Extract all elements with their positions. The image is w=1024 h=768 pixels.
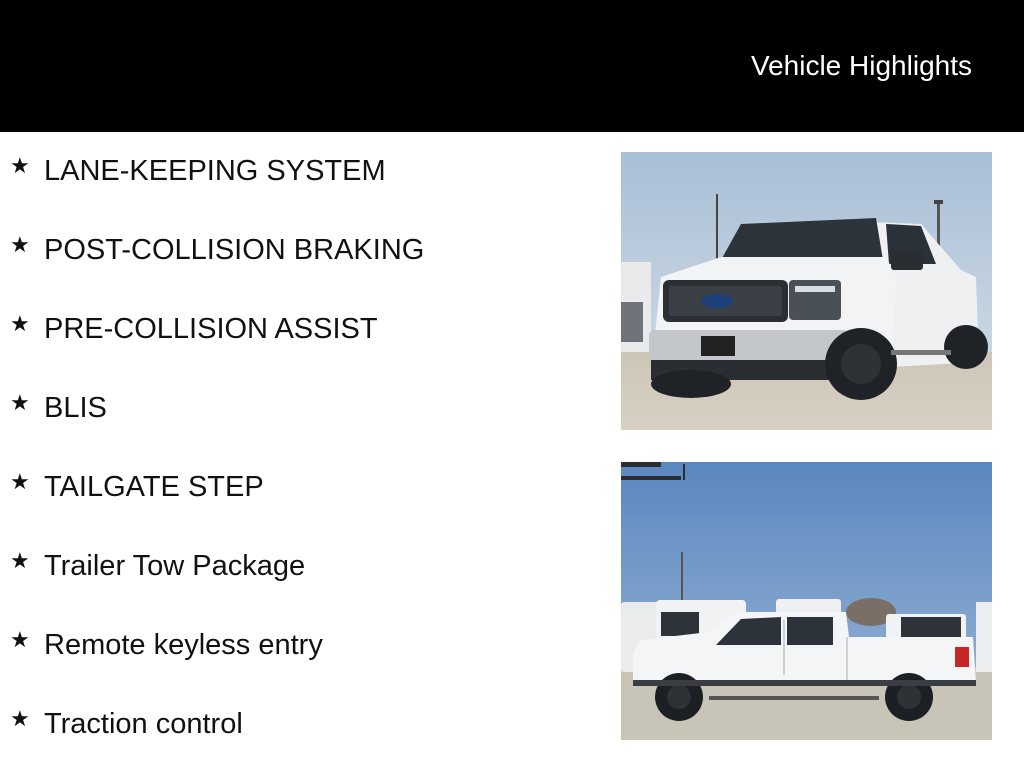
feature-label: BLIS: [44, 392, 107, 424]
star-icon: ★: [10, 154, 30, 179]
feature-item: [0, 464, 600, 512]
star-icon: ★: [10, 470, 30, 495]
star-icon: ★: [10, 233, 30, 258]
feature-label: Trailer Tow Package: [44, 550, 306, 582]
truck-side-image: [621, 462, 992, 740]
header-bar: [0, 0, 1024, 132]
truck-front-image: [621, 152, 992, 430]
feature-item: [0, 385, 600, 433]
star-icon: ★: [10, 628, 30, 653]
feature-label: Remote keyless entry: [44, 629, 323, 661]
feature-item: [0, 227, 600, 275]
star-icon: ★: [10, 707, 30, 732]
star-icon: ★: [10, 312, 30, 337]
feature-label: PRE-COLLISION ASSIST: [44, 313, 378, 345]
truck-photo-side: [621, 462, 992, 740]
feature-label: Traction control: [44, 708, 243, 740]
feature-label: POST-COLLISION BRAKING: [44, 234, 425, 266]
truck-photo-front: [621, 152, 992, 430]
feature-label: TAILGATE STEP: [44, 471, 264, 503]
feature-item: [0, 701, 600, 749]
star-icon: ★: [10, 549, 30, 574]
feature-item: [0, 543, 600, 591]
feature-item: [0, 306, 600, 354]
page-title: Vehicle Highlights: [750, 50, 972, 81]
star-icon: ★: [10, 391, 30, 416]
feature-item: [0, 148, 600, 196]
feature-item: [0, 622, 600, 670]
feature-label: LANE-KEEPING SYSTEM: [44, 155, 386, 187]
